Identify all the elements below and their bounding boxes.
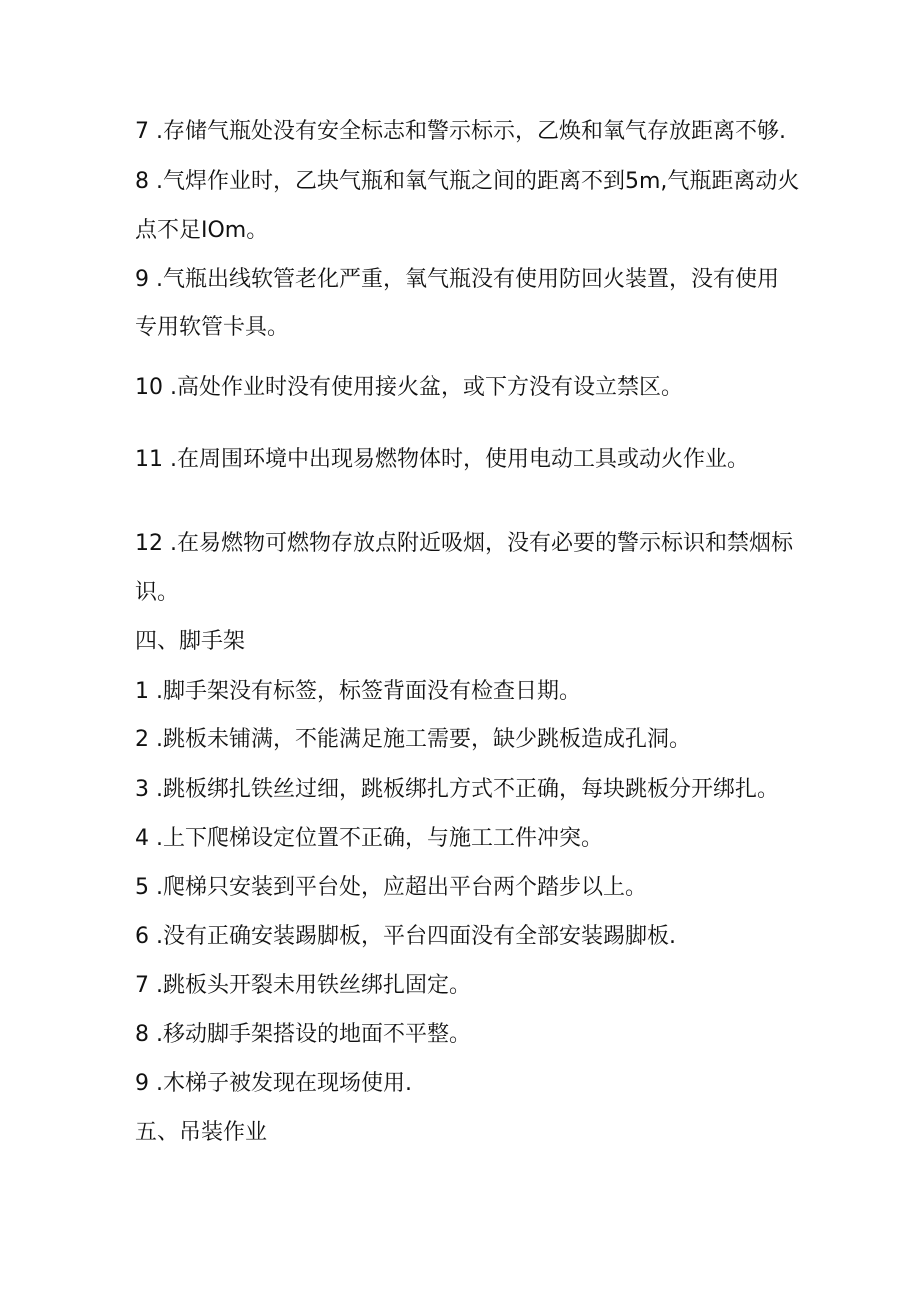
item-number: 2 [135, 727, 149, 752]
item-number: 9 [135, 1071, 149, 1096]
item-number: 6 [135, 924, 149, 949]
list-item-continuation [135, 578, 179, 608]
item-text: .存储气瓶处没有安全标志和警示标示，乙焕和氧气存放距离不够. [149, 119, 786, 144]
list-item [135, 167, 799, 197]
item-text: .跳板绑扎铁丝过细，跳板绑扎方式不正确，每块跳板分开绑扎。 [149, 777, 779, 802]
list-item [135, 725, 691, 755]
section-title: 五、吊装作业 [135, 1120, 268, 1145]
item-number: 7 [135, 119, 149, 144]
item-text: 专用软管卡具。 [135, 315, 290, 340]
list-item [135, 824, 603, 854]
item-text: .跳板未铺满，不能满足施工需要，缺少跳板造成孔洞。 [149, 727, 691, 752]
item-text: .移动脚手架搭设的地面不平整。 [149, 1022, 471, 1047]
section-title: 四、脚手架 [135, 629, 246, 654]
list-item [135, 373, 683, 403]
list-item [135, 445, 749, 475]
list-item-continuation [135, 216, 268, 246]
item-number: 1 [135, 679, 149, 704]
list-item-continuation [135, 313, 289, 343]
item-text: .气瓶出线软管老化严重，氧气瓶没有使用防回火装置，没有使用 [149, 267, 779, 292]
list-item [135, 922, 676, 952]
item-text: .木梯子被发现在现场使用. [149, 1071, 412, 1096]
list-item [135, 873, 647, 903]
item-text: .上下爬梯设定位置不正确，与施工工件冲突。 [149, 826, 603, 851]
item-text: 点不足IOm。 [135, 218, 269, 243]
section-heading [135, 1118, 267, 1148]
item-text: .没有正确安装踢脚板，平台四面没有全部安装踢脚板. [149, 924, 676, 949]
list-item [135, 529, 793, 559]
item-text: .跳板头开裂未用铁丝绑扎固定。 [149, 973, 471, 998]
list-item [135, 265, 779, 295]
list-item [135, 971, 471, 1001]
item-text: .在易燃物可燃物存放点附近吸烟，没有必要的警示标识和禁烟标 [163, 531, 793, 556]
item-number: 8 [135, 169, 149, 194]
item-number: 7 [135, 973, 149, 998]
item-text: 识。 [135, 580, 180, 605]
list-item [135, 117, 786, 147]
list-item [135, 775, 779, 805]
item-text: .气焊作业时，乙块气瓶和氧气瓶之间的距离不到5m,气瓶距离动火 [149, 169, 800, 194]
item-number: 9 [135, 267, 149, 292]
item-number: 10 [135, 375, 163, 400]
item-text: .在周围环境中出现易燃物体时，使用电动工具或动火作业。 [163, 447, 749, 472]
section-heading [135, 627, 245, 657]
list-item [135, 1020, 471, 1050]
item-text: .脚手架没有标签，标签背面没有检查日期。 [149, 679, 581, 704]
item-text: .爬梯只安装到平台处，应超出平台两个踏步以上。 [149, 875, 647, 900]
item-number: 5 [135, 875, 149, 900]
list-item [135, 677, 581, 707]
item-number: 12 [135, 531, 163, 556]
item-number: 11 [135, 447, 163, 472]
item-text: .高处作业时没有使用接火盆，或下方没有设立禁区。 [163, 375, 683, 400]
item-number: 3 [135, 777, 149, 802]
list-item [135, 1069, 412, 1099]
item-number: 8 [135, 1022, 149, 1047]
item-number: 4 [135, 826, 149, 851]
